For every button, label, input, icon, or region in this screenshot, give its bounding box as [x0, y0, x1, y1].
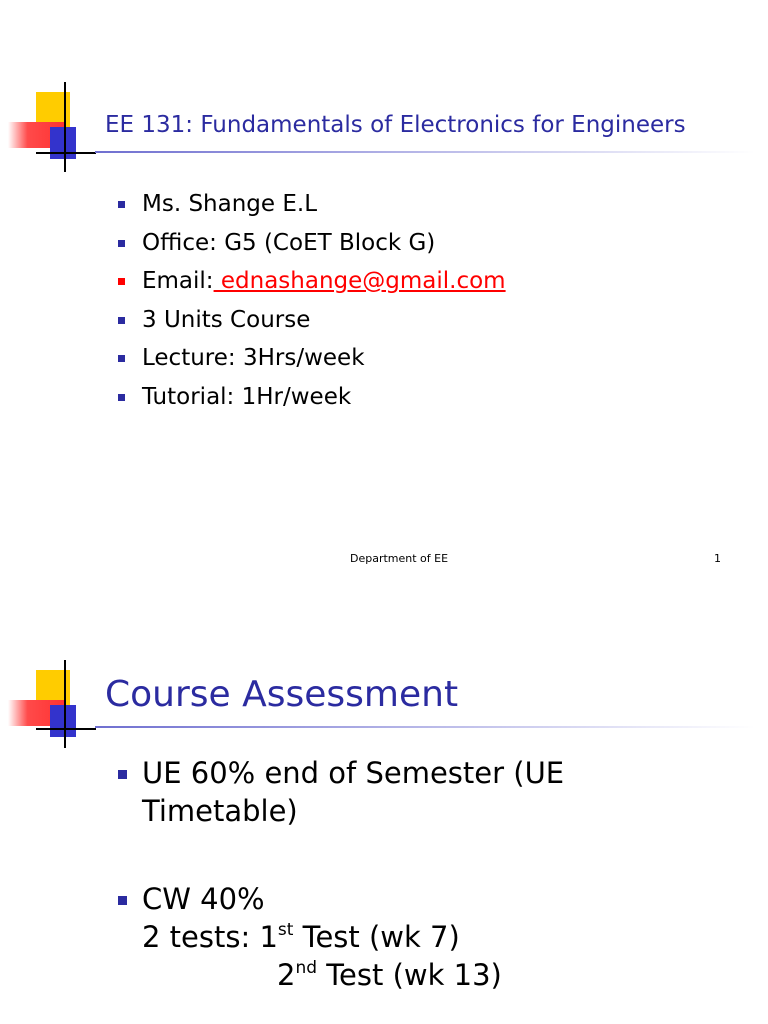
- list-item: Lecture: 3Hrs/week: [118, 344, 506, 383]
- slide-logo-icon: [8, 660, 103, 752]
- bullet-icon: [118, 770, 127, 779]
- bullet-icon: [118, 317, 125, 324]
- slide-footer: Department of EE: [350, 552, 449, 565]
- slide-title: Course Assessment: [105, 674, 459, 715]
- list-item: Ms. Shange E.L: [118, 190, 506, 229]
- bullet-icon: [118, 394, 125, 401]
- list-item-email: [118, 267, 506, 306]
- page-number: 1: [714, 552, 721, 565]
- test-line-2: 2nd Test (wk 13): [277, 958, 502, 992]
- email-link[interactable]: ednashange@gmail.com: [213, 268, 506, 294]
- test-line-1: 2 tests: 1st Test (wk 7): [142, 920, 460, 954]
- email-label: Email:: [142, 268, 214, 294]
- bullet-list: [118, 190, 506, 421]
- bullet-icon: [118, 240, 125, 247]
- list-item: 3 Units Course: [118, 306, 506, 345]
- bullet-icon: [118, 201, 125, 208]
- list-item: UE 60% end of Semester (UE Timetable): [118, 754, 564, 830]
- list-item: CW 40% 2 tests: 1st Test (wk 7) 2nd Test (wk 13): [118, 880, 564, 994]
- bullet-icon: [118, 355, 125, 362]
- list-item: Office: G5 (CoET Block G): [118, 229, 506, 268]
- list-item: Tutorial: 1Hr/week: [118, 383, 506, 422]
- slide-logo-icon: [8, 82, 103, 174]
- bullet-list: [118, 754, 564, 994]
- title-underline: [95, 726, 755, 728]
- title-underline: [95, 151, 755, 153]
- bullet-icon: [118, 278, 125, 285]
- slide-title: EE 131: Fundamentals of Electronics for Engineers: [105, 112, 686, 138]
- bullet-icon: [118, 896, 127, 905]
